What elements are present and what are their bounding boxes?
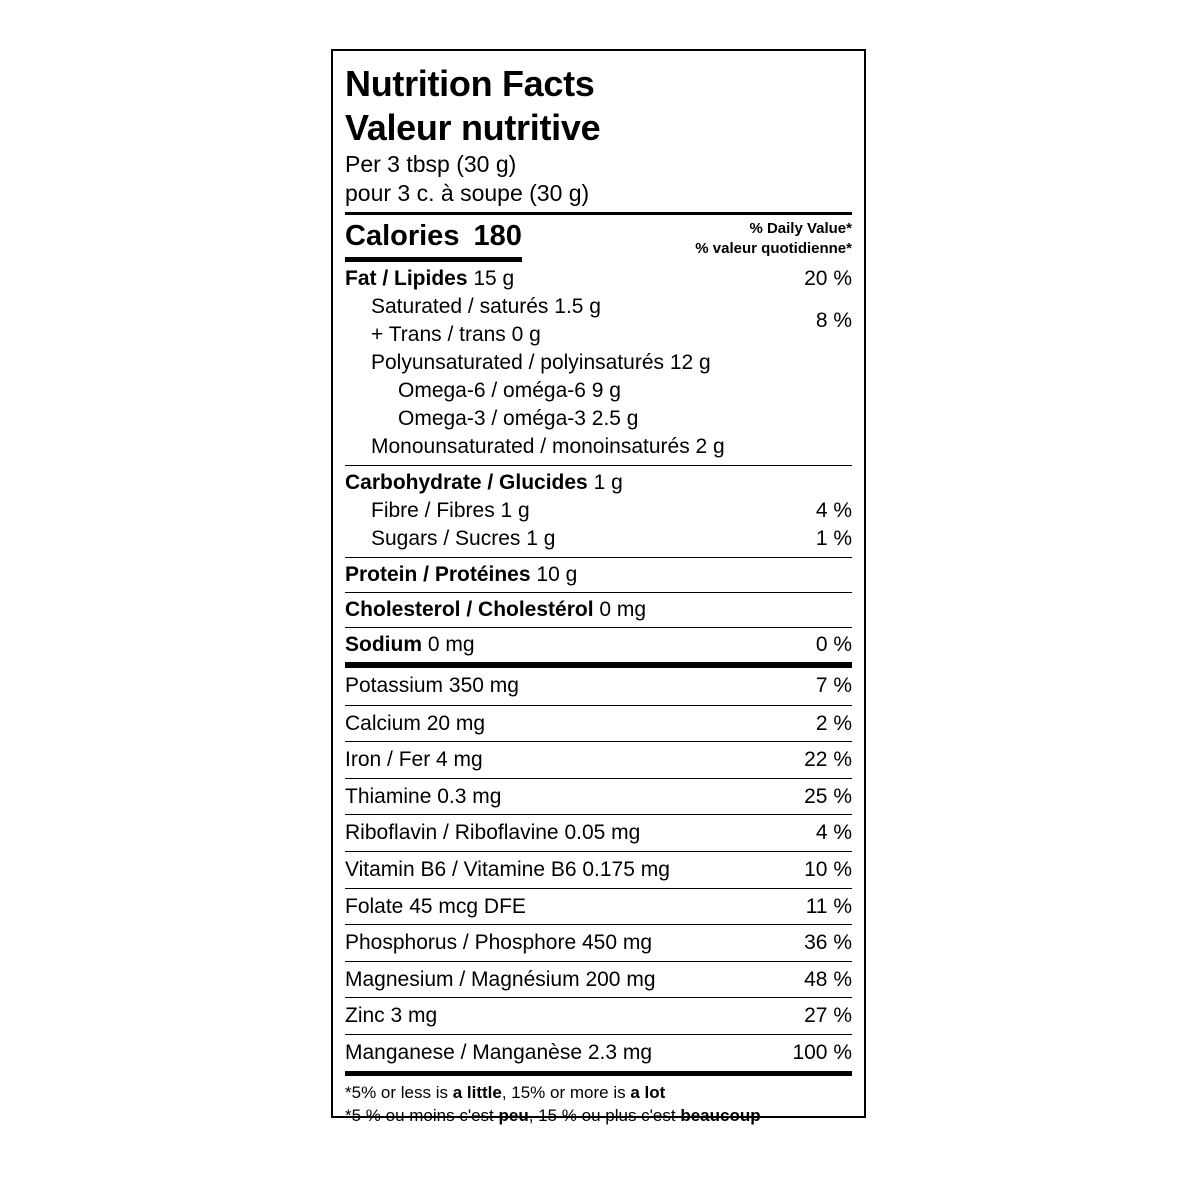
mineral-label: Thiamine bbox=[345, 784, 432, 808]
polyunsaturated-row bbox=[345, 349, 852, 377]
sugars-label: Sugars / Sucres bbox=[371, 527, 521, 550]
fat-dv: 20 % bbox=[804, 267, 852, 290]
divider bbox=[345, 557, 852, 558]
fibre-amount: 1 g bbox=[500, 499, 530, 522]
omega6-row bbox=[345, 377, 852, 405]
fibre-row bbox=[345, 497, 852, 525]
protein-label: Protein / Protéines bbox=[345, 563, 531, 586]
saturated-label: Saturated / saturés bbox=[371, 295, 549, 318]
footnote-english-text: *5% or less is bbox=[345, 1082, 453, 1102]
nutrition-facts-label bbox=[331, 49, 866, 1125]
serving-size-french: pour 3 c. à soupe (30 g) bbox=[345, 180, 590, 206]
sugars-dv: 1 % bbox=[815, 527, 852, 550]
footnote-french-emphasis: peu bbox=[498, 1105, 529, 1125]
mineral-amount: 3 mg bbox=[390, 1004, 438, 1028]
mineral-label: Calcium bbox=[345, 711, 421, 735]
calories-row bbox=[345, 215, 852, 265]
mineral-row-calcium bbox=[345, 705, 852, 742]
footnote-french-text: , 15 % ou plus c'est bbox=[528, 1105, 681, 1125]
mineral-row-riboflavin bbox=[345, 814, 852, 851]
footnote-english-emphasis: a little bbox=[452, 1082, 502, 1102]
mineral-label: Manganese / Manganèse bbox=[345, 1040, 582, 1064]
mineral-row-magnesium bbox=[345, 961, 852, 998]
omega6-label: Omega-6 / oméga-6 bbox=[398, 379, 586, 402]
mineral-amount: 2.3 mg bbox=[587, 1040, 653, 1064]
protein-amount: 10 g bbox=[536, 563, 578, 586]
mineral-dv: 22 % bbox=[804, 748, 852, 772]
mineral-amount: 200 mg bbox=[585, 967, 656, 991]
mineral-row-zinc bbox=[345, 997, 852, 1034]
mineral-row-potassium bbox=[345, 668, 852, 705]
fat-label: Fat / Lipides bbox=[345, 267, 468, 290]
polyunsaturated-amount: 12 g bbox=[669, 351, 711, 374]
mineral-label: Vitamin B6 / Vitamine B6 bbox=[345, 857, 577, 881]
mineral-label: Phosphorus / Phosphore bbox=[345, 931, 577, 955]
footnote-english bbox=[345, 1081, 852, 1104]
mineral-amount: 0.05 mg bbox=[564, 821, 641, 845]
mineral-row-thiamine bbox=[345, 778, 852, 815]
monounsaturated-row bbox=[345, 433, 852, 461]
sodium-label: Sodium bbox=[345, 633, 422, 656]
mineral-label: Riboflavin / Riboflavine bbox=[345, 821, 559, 845]
mineral-label: Zinc bbox=[345, 1004, 385, 1028]
sodium-row bbox=[345, 631, 852, 659]
minerals-list bbox=[345, 668, 852, 1071]
mineral-dv: 2 % bbox=[815, 711, 852, 735]
mineral-row-phosphorus bbox=[345, 924, 852, 961]
carbohydrate-row bbox=[345, 469, 852, 497]
omega3-label: Omega-3 / oméga-3 bbox=[398, 407, 586, 430]
sodium-dv: 0 % bbox=[815, 633, 852, 656]
mineral-row-iron bbox=[345, 741, 852, 778]
divider bbox=[345, 465, 852, 466]
omega6-amount: 9 g bbox=[591, 379, 621, 402]
mineral-amount: 4 mg bbox=[436, 748, 483, 772]
label-content bbox=[345, 51, 852, 1127]
mineral-amount: 20 mg bbox=[426, 711, 486, 735]
carbohydrate-amount: 1 g bbox=[593, 471, 623, 494]
fibre-dv: 4 % bbox=[815, 499, 852, 522]
mineral-label: Iron / Fer bbox=[345, 748, 431, 772]
mineral-amount: 0.175 mg bbox=[582, 857, 670, 881]
cholesterol-label: Cholesterol / Cholestérol bbox=[345, 598, 594, 621]
carbohydrate-label: Carbohydrate / Glucides bbox=[345, 471, 588, 494]
daily-value-header-english: % Daily Value* bbox=[749, 220, 852, 237]
cholesterol-row bbox=[345, 596, 852, 624]
trans-amount: 0 g bbox=[511, 323, 541, 346]
sodium-amount: 0 mg bbox=[427, 633, 475, 656]
omega3-row bbox=[345, 405, 852, 433]
mineral-label: Folate bbox=[345, 894, 404, 918]
protein-row bbox=[345, 561, 852, 589]
saturated-trans-dv: 8 % bbox=[815, 309, 852, 332]
mineral-dv: 100 % bbox=[792, 1040, 852, 1064]
mineral-dv: 10 % bbox=[804, 857, 852, 881]
mineral-dv: 48 % bbox=[804, 967, 852, 991]
footnote-french-text: *5 % ou moins c'est bbox=[345, 1105, 499, 1125]
divider bbox=[345, 627, 852, 628]
mineral-dv: 7 % bbox=[815, 674, 852, 697]
title-english: Nutrition Facts bbox=[345, 63, 595, 104]
fat-row bbox=[345, 265, 852, 293]
omega3-amount: 2.5 g bbox=[591, 407, 639, 430]
footnote-english-text: , 15% or more is bbox=[501, 1082, 631, 1102]
mineral-row-vitamin-b6 bbox=[345, 851, 852, 888]
cholesterol-amount: 0 mg bbox=[599, 598, 647, 621]
mineral-label: Magnesium / Magnésium bbox=[345, 967, 580, 991]
saturated-amount: 1.5 g bbox=[554, 295, 601, 318]
mineral-amount: 350 mg bbox=[448, 674, 519, 697]
mineral-amount: 0.3 mg bbox=[437, 784, 502, 808]
footnote-french-emphasis: beaucoup bbox=[680, 1105, 761, 1125]
mineral-dv: 25 % bbox=[804, 784, 852, 808]
daily-value-header-french: % valeur quotidienne* bbox=[695, 240, 852, 257]
divider bbox=[345, 592, 852, 593]
mineral-dv: 27 % bbox=[804, 1004, 852, 1028]
mineral-dv: 4 % bbox=[815, 821, 852, 845]
calories-value: 180 bbox=[473, 220, 522, 252]
saturated-trans-group bbox=[345, 293, 852, 349]
monounsaturated-label: Monounsaturated / monoinsaturés bbox=[371, 435, 690, 458]
sugars-amount: 1 g bbox=[526, 527, 556, 550]
trans-label: + Trans / trans bbox=[371, 323, 506, 346]
mineral-amount: 45 mcg DFE bbox=[409, 894, 526, 918]
trans-row bbox=[371, 321, 852, 349]
footnote-french bbox=[345, 1104, 852, 1127]
fat-amount: 15 g bbox=[473, 267, 515, 290]
title-french: Valeur nutritive bbox=[345, 107, 601, 148]
fibre-label: Fibre / Fibres bbox=[371, 499, 495, 522]
daily-value-header bbox=[695, 219, 852, 259]
mineral-amount: 450 mg bbox=[582, 931, 653, 955]
mineral-row-manganese bbox=[345, 1034, 852, 1071]
mineral-dv: 36 % bbox=[804, 931, 852, 955]
saturated-row bbox=[371, 293, 852, 321]
polyunsaturated-label: Polyunsaturated / polyinsaturés bbox=[371, 351, 665, 374]
sugars-row bbox=[345, 525, 852, 553]
mineral-dv: 11 % bbox=[805, 894, 852, 918]
calories bbox=[345, 219, 522, 262]
monounsaturated-amount: 2 g bbox=[695, 435, 725, 458]
calories-label: Calories bbox=[345, 220, 460, 252]
mineral-row-folate bbox=[345, 888, 852, 925]
serving-size-english: Per 3 tbsp (30 g) bbox=[345, 151, 517, 177]
footnote-english-emphasis: a lot bbox=[630, 1082, 666, 1102]
mineral-label: Potassium bbox=[345, 674, 444, 697]
